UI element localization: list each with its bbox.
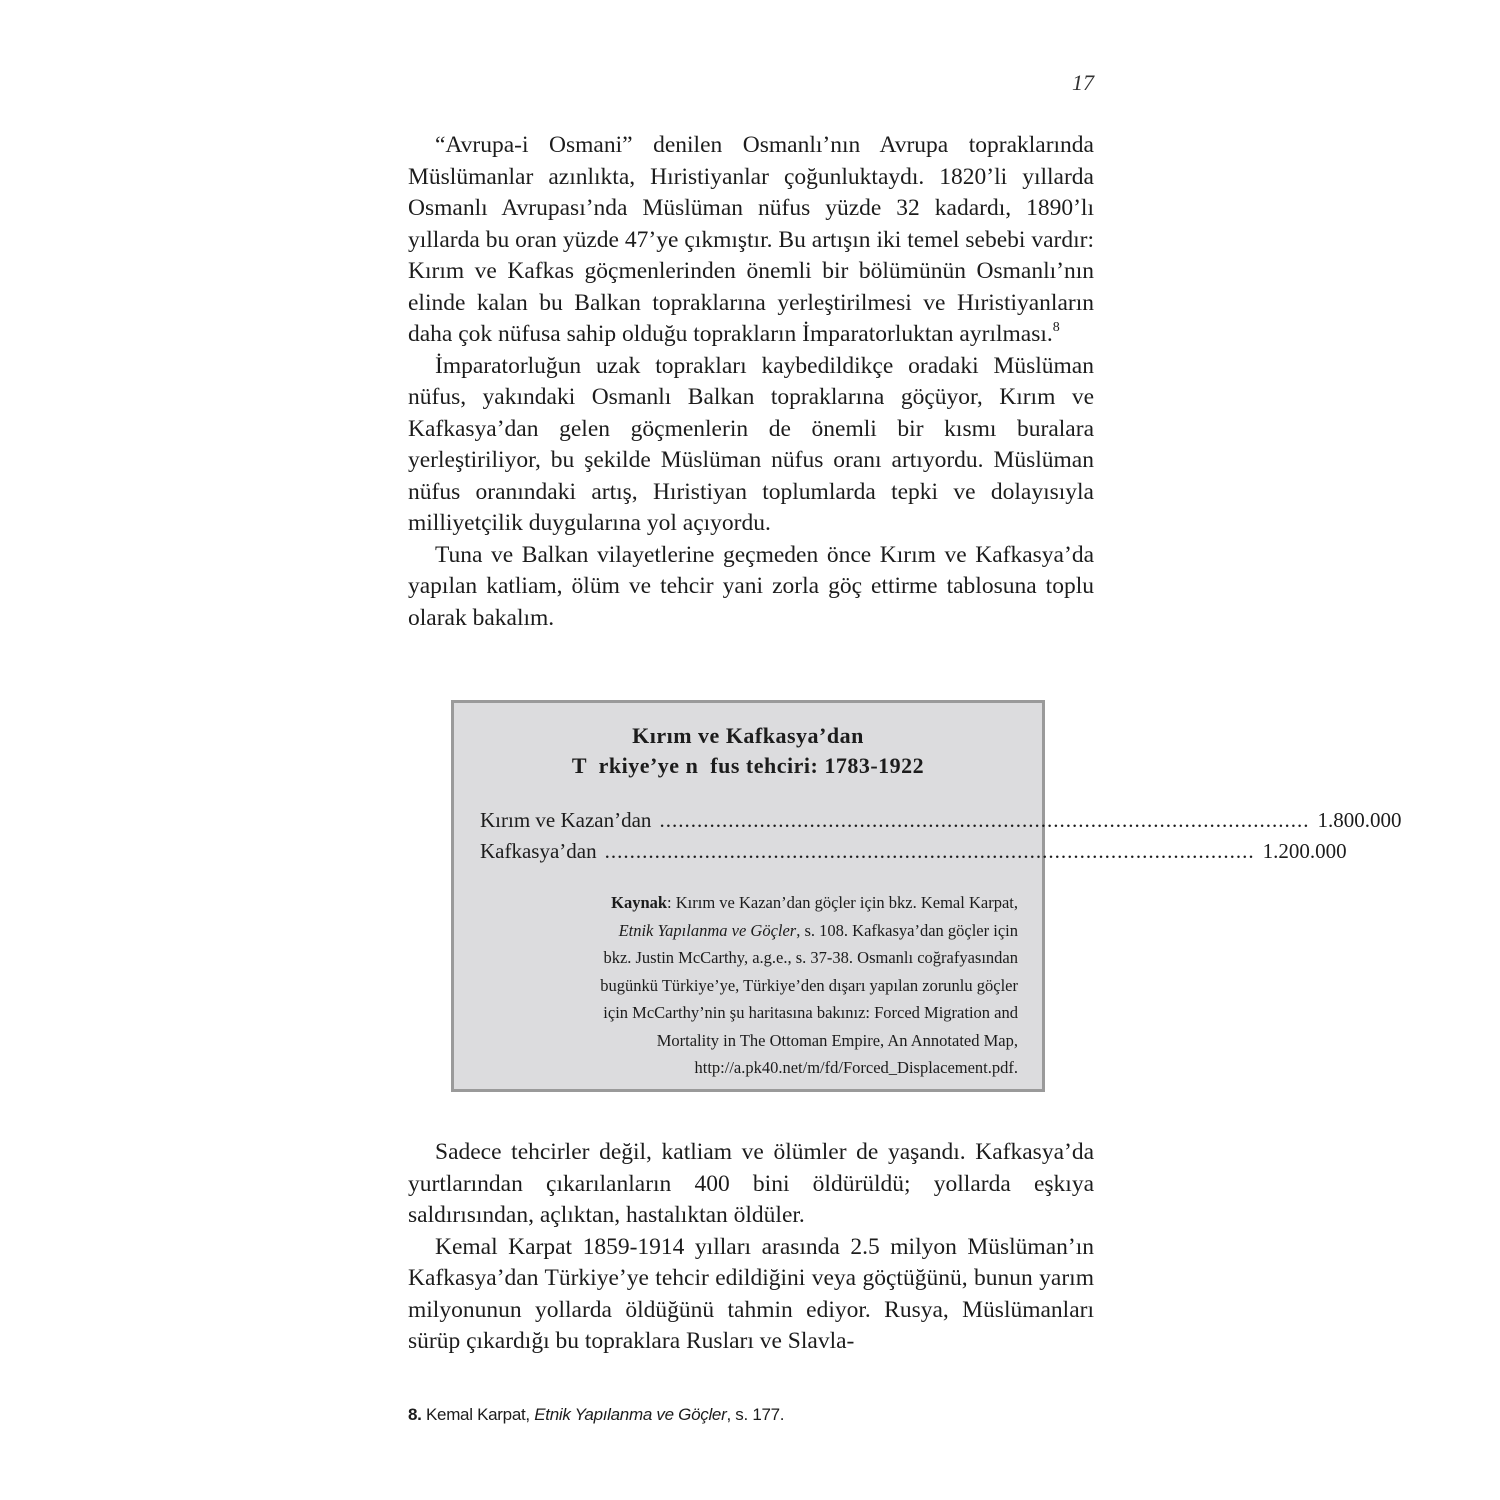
table-row	[480, 836, 1347, 867]
footnote-page: , s. 177.	[726, 1405, 785, 1424]
paragraph-1-text: “Avrupa-i Osmani” denilen Osmanlı’nın Avrupa topraklarında Müslümanlar azınlıkta, Hıristiyanlar çoğunluktaydı. 1820’li yıllarda Osmanlı Avrupası’nda Müslüman nüfus yüzde 32 kadardı, 1890’lı yıllarda bu oran yüzde 47’ye çıkmıştır. Bu artışın iki temel sebebi vardır: Kırım ve Kafkas göçmenlerinden önemli bir bölümünün Osmanlı’nın elinde kalan bu Balkan topraklarına yerleştirilmesi ve Hıristiyanların daha çok nüfusa sahip olduğu toprakların İmparatorluktan ayrılması.	[408, 132, 1094, 347]
source-line-5: için McCarthy’nin şu haritasına bakınız: Forced Migration and	[603, 1003, 1018, 1022]
source-line-3: bkz. Justin McCarthy, a.g.e., s. 37-38. Osmanlı coğrafyasından	[603, 948, 1018, 967]
paragraph-1	[408, 130, 1094, 351]
box-source-note	[478, 889, 1018, 1082]
source-line-4: bugünkü Türkiye’ye, Türkiye’den dışarı yapılan zorunlu göçler	[600, 975, 1018, 995]
paragraph-2: İmparatorluğun uzak toprakları kaybedildikçe oradaki Müslüman nüfus, yakındaki Osmanlı Balkan topraklarına göçüyor, Kırım ve Kafkasya’dan gelen göçmenlerin de önemli bir kısmı buralara yerleştiriliyor, bu şekilde Müslüman nüfus oranı artıyordu. Müslüman nüfus oranındaki artış, Hıristiyan toplumlarda tepki ve dolayısıyla milliyetçilik duygularına yol açıyordu.	[408, 352, 1094, 536]
source-line-1	[478, 889, 1018, 917]
row-value: 1.800.000	[1317, 808, 1402, 832]
box-title-line-1: Kırım ve Kafkasya’dan	[632, 723, 864, 748]
source-line-6: Mortality in The Ottoman Empire, An Annotated Map,	[656, 1030, 1018, 1050]
row-label: Kafkasya’dan	[480, 839, 597, 863]
dot-leader: ........................................................................................................	[659, 808, 1310, 832]
source-url: http://a.pk40.net/m/fd/Forced_Displacement.pdf.	[694, 1058, 1018, 1077]
box-title-line-2: T rkiye’ye n fus tehciri: 1783-1922	[571, 753, 925, 778]
body-text-top	[408, 130, 1094, 634]
source-book-title: Etnik Yapılanma ve Göçler	[618, 920, 797, 940]
footnote-ref: 8	[1052, 320, 1060, 335]
footnote	[408, 1405, 784, 1425]
row-label: Kırım ve Kazan’dan	[480, 808, 652, 832]
footnote-author: Kemal Karpat,	[421, 1405, 535, 1424]
table-row	[480, 805, 1402, 836]
source-line-1-text: : Kırım ve Kazan’dan göçler için bkz. Kemal Karpat,	[667, 893, 1018, 912]
footnote-number: 8.	[408, 1405, 422, 1424]
box-rows	[480, 805, 1402, 867]
page-number: 17	[1072, 70, 1094, 95]
paragraph-5: Kemal Karpat 1859-1914 yılları arasında 2.5 milyon Müslüman’ın Kafkasya’dan Türkiye’ye tehcir edildiğini veya göçtüğünü, bunun yarım milyonunun yollarda öldüğünü tahmin ediyor. Rusya, Müslümanları sürüp çıkardığı bu topraklara Rusları ve Slavla-	[408, 1233, 1094, 1354]
migration-table-box	[451, 700, 1402, 1092]
body-text-bottom	[408, 1137, 1094, 1358]
row-value: 1.200.000	[1262, 839, 1347, 863]
source-label: Kaynak	[611, 893, 668, 912]
source-line-2-text: , s. 108. Kafkasya’dan göçler için	[796, 920, 1018, 940]
box-title	[454, 721, 1042, 781]
paragraph-4: Sadece tehcirler değil, katliam ve ölümler de yaşandı. Kafkasya’da yurtlarından çıkarılanların 400 bini öldürüldü; yollarda eşkıya saldırısından, açlıktan, hastalıktan öldüler.	[408, 1139, 1094, 1228]
footnote-title: Etnik Yapılanma ve Göçler	[534, 1405, 727, 1424]
dot-leader: ........................................................................................................	[604, 839, 1255, 863]
paragraph-3: Tuna ve Balkan vilayetlerine geçmeden önce Kırım ve Kafkasya’da yapılan katliam, ölüm ve tehcir yani zorla göç ettirme tablosuna toplu olarak bakalım.	[408, 541, 1094, 631]
source-line-2	[478, 917, 1018, 945]
